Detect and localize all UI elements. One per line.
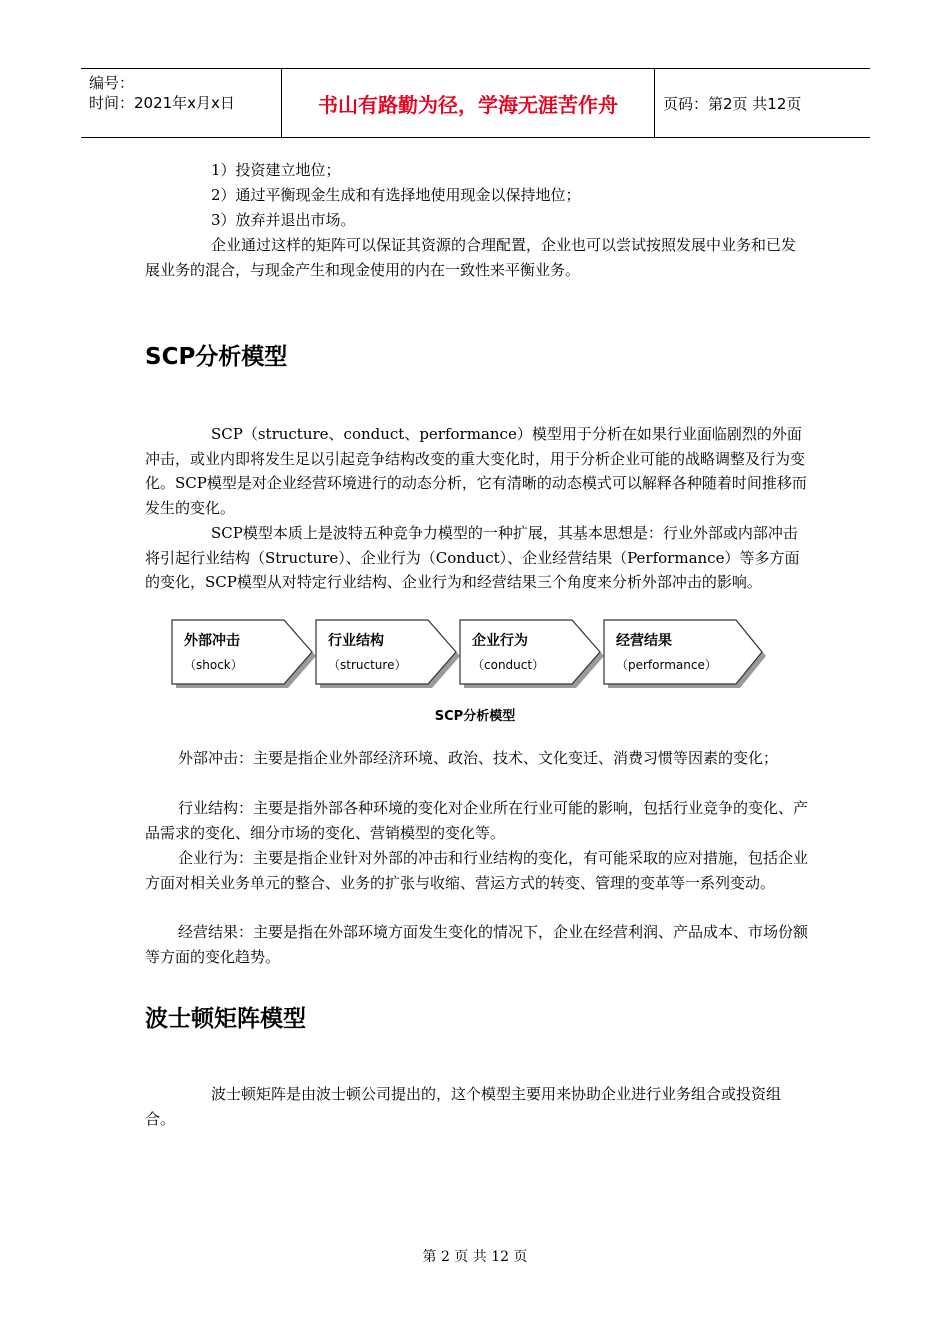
page-footer: 第 2 页 共 12 页 <box>422 1249 528 1265</box>
diagram-caption: SCP分析模型 <box>434 709 516 724</box>
list-item-1: 1）投资建立地位； <box>211 161 341 179</box>
number-label: 编号： <box>89 74 135 92</box>
list-item-3: 3）放弃并退出市场。 <box>211 211 356 229</box>
flow-step-en: （structure） <box>328 658 407 672</box>
definition-structure: 行业结构：主要是指外部各种环境的变化对企业所在行业可能的影响，包括行业竞争的变化、产品需求的变化、细分市场的变化、营销模型的变化等。 <box>145 799 809 842</box>
scp-paragraph-2: SCP模型本质上是波特五种竞争力模型的一种扩展，其基本思想是：行业外部或内部冲击将引起行业结构（Structure）、企业行为（Conduct）、企业经营结果（Performance）等多方面的变化，SCP模型从对特定行业结构、企业行为和经营结果三个角度来分析外部冲击的影响。 <box>145 524 800 591</box>
flow-step-performance <box>602 618 742 684</box>
flow-step-en: （performance） <box>616 658 717 672</box>
list-item-2: 2）通过平衡现金生成和有选择地使用现金以保持地位； <box>211 186 581 204</box>
flow-step-cn: 经营结果 <box>616 633 672 649</box>
flow-step-shock <box>170 618 310 684</box>
header-motto: 书山有路勤为径，学海无涯苦作舟 <box>282 69 655 137</box>
flow-arrow-shape <box>602 618 772 690</box>
flow-step-cn: 企业行为 <box>472 633 528 649</box>
flow-arrow-shape <box>458 618 608 690</box>
flow-step-structure <box>314 618 454 684</box>
bcg-section-title: 波士顿矩阵模型 <box>145 1006 306 1032</box>
flow-step-en: （shock） <box>184 658 243 672</box>
header-meta <box>81 69 282 137</box>
scp-paragraph-1: SCP（structure、conduct、performance）模型用于分析在如果行业面临剧烈的外面冲击，或业内即将发生足以引起竞争结构改变的重大变化时，用于分析企业可能的战略调整及行为变化。SCP模型是对企业经营环境进行的动态分析，它有清晰的动态模式可以解释各种随着时间推移而发生的变化。 <box>145 425 807 517</box>
intro-paragraph: 企业通过这样的矩阵可以保证其资源的合理配置，企业也可以尝试按照发展中业务和已发展业务的混合，与现金产生和现金使用的内在一致性来平衡业务。 <box>145 236 797 279</box>
flow-step-cn: 行业结构 <box>328 633 384 649</box>
page-header <box>81 68 870 138</box>
scp-flow-diagram <box>170 618 770 690</box>
flow-arrow-shape <box>314 618 464 690</box>
scp-section-title: SCP分析模型 <box>145 344 288 370</box>
time-label: 时间：2021年x月x日 <box>89 94 235 112</box>
definition-conduct: 企业行为：主要是指企业针对外部的冲击和行业结构的变化，有可能采取的应对措施，包括企业方面对相关业务单元的整合、业务的扩张与收缩、营运方式的转变、管理的变革等一系列变动。 <box>145 849 809 892</box>
definition-performance: 经营结果：主要是指在外部环境方面发生变化的情况下，企业在经营利润、产品成本、市场份额等方面的变化趋势。 <box>145 923 809 966</box>
flow-step-en: （conduct） <box>472 658 545 672</box>
flow-step-cn: 外部冲击 <box>184 633 240 649</box>
flow-step-conduct <box>458 618 598 684</box>
bcg-paragraph: 波士顿矩阵是由波士顿公司提出的，这个模型主要用来协助企业进行业务组合或投资组合。 <box>145 1085 782 1128</box>
header-page-info: 页码：第2页 共12页 <box>663 94 802 113</box>
definition-shock: 外部冲击：主要是指企业外部经济环境、政治、技术、文化变迁、消费习惯等因素的变化； <box>178 749 779 767</box>
flow-arrow-shape <box>170 618 320 690</box>
